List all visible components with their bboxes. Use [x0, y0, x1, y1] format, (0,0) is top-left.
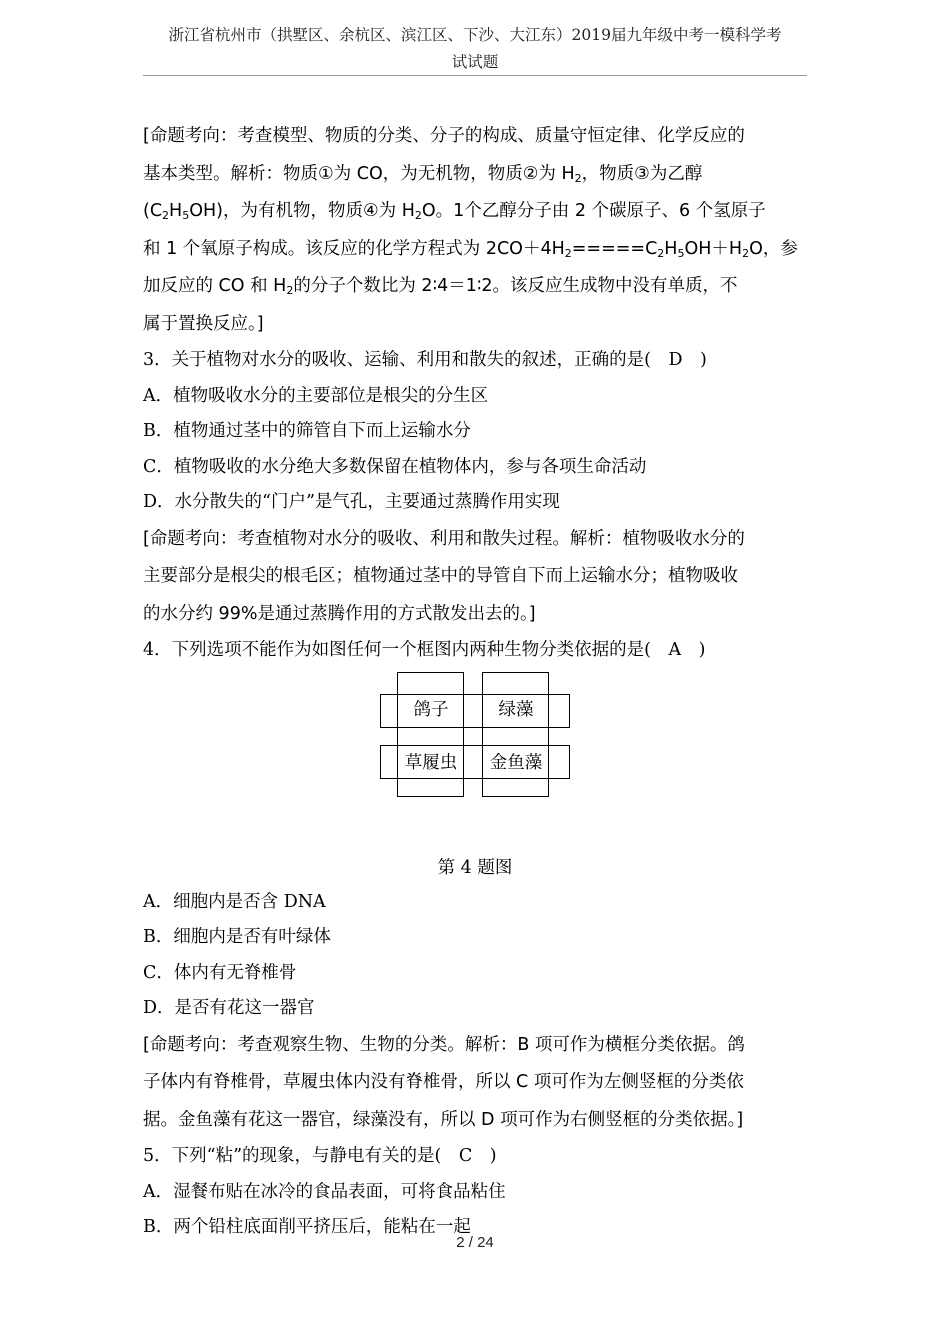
q3-explanation-2: 主要部分是根尖的根毛区；植物通过茎中的导管自下而上运输水分；植物吸收	[143, 566, 738, 586]
q4-option-c: C．体内有无脊椎骨	[143, 962, 297, 983]
q5-option-a: A．湿餐布贴在冰冷的食品表面，可将食品粘住	[143, 1181, 506, 1202]
q4-explanation-1: [命题考向：考查观察生物、生物的分类。解析：B 项可作为横框分类依据。鸽	[143, 1034, 745, 1055]
header-title-line2: 试试题	[451, 53, 499, 71]
page-header	[143, 22, 807, 76]
q3-stem: 3．关于植物对水分的吸收、运输、利用和散失的叙述，正确的是( D )	[143, 350, 707, 370]
header-divider	[143, 75, 807, 76]
q4-option-d: D．是否有花这一器官	[143, 998, 315, 1018]
q3-explanation-1: [命题考向：考查植物对水分的吸收、利用和散失过程。解析：植物吸收水分的	[143, 528, 745, 549]
q4-option-a: A．细胞内是否含 DNA	[143, 891, 326, 912]
q4-option-b: B．细胞内是否有叶绿体	[143, 927, 331, 947]
q3-option-a: A．植物吸收水分的主要部位是根尖的分生区	[143, 385, 489, 406]
q4-explanation-2: 子体内有脊椎骨，草履虫体内没有脊椎骨，所以 C 项可作为左侧竖框的分类依	[143, 1072, 744, 1092]
question-4	[143, 633, 807, 1139]
q3-option-d: D．水分散失的“门户”是气孔，主要通过蒸腾作用实现	[143, 492, 560, 512]
question-5	[143, 1139, 807, 1246]
q4-stem: 4．下列选项不能作为如图任何一个框图内两种生物分类依据的是( A )	[143, 640, 706, 660]
label-paramecium: 草履虫	[404, 752, 458, 773]
label-green-algae: 绿藻	[498, 699, 534, 720]
document-body	[143, 118, 807, 1246]
q5-stem: 5．下列“粘”的现象，与静电有关的是( C )	[143, 1146, 497, 1166]
label-pigeon: 鸽子	[413, 699, 449, 720]
question-3	[143, 343, 807, 633]
q3-explanation-3: 的水分约 99%是通过蒸腾作用的方式散发出去的。]	[143, 603, 536, 624]
q2-explanation: [命题考向：考查模型、物质的分类、分子的构成、质量守恒定律、化学反应的 基本类型。解析：物质①为 CO，为无机物，物质②为 $H_2$，物质③为乙醇 $(C_2H_5OH)$，为有机物，物质④为 $H_2O$。1个乙醇分子由 2 个碳原子、6 个氢原子 和 1 个氧原子构成。该反应的化学方程式为 $2CO+4H_2=====C_2H_5OH+H_2O$，参 加反应的 CO 和 $H_2$的分子个数比为 2∶4＝1∶2。该反应生成物中没有单质，不 属于置换反应。]	[143, 126, 798, 334]
page-number: 2 / 24	[456, 1234, 494, 1251]
q5-option-b: B．两个铅柱底面削平挤压后，能粘在一起	[143, 1217, 471, 1237]
header-title-line1: 浙江省杭州市（拱墅区、余杭区、滨江区、下沙、大江东）2019届九年级中考一模科学考	[168, 26, 782, 44]
q3-option-b: B．植物通过茎中的筛管自下而上运输水分	[143, 421, 471, 441]
q4-classification-figure	[143, 669, 807, 849]
q3-option-c: C．植物吸收的水分绝大多数保留在植物体内，参与各项生命活动	[143, 456, 647, 477]
q4-explanation-3: 据。金鱼藻有花这一器官，绿藻没有，所以 D 项可作为右侧竖框的分类依据。]	[143, 1109, 744, 1130]
label-hornwort: 金鱼藻	[489, 752, 543, 773]
figure-caption: 第 4 题图	[437, 857, 513, 878]
